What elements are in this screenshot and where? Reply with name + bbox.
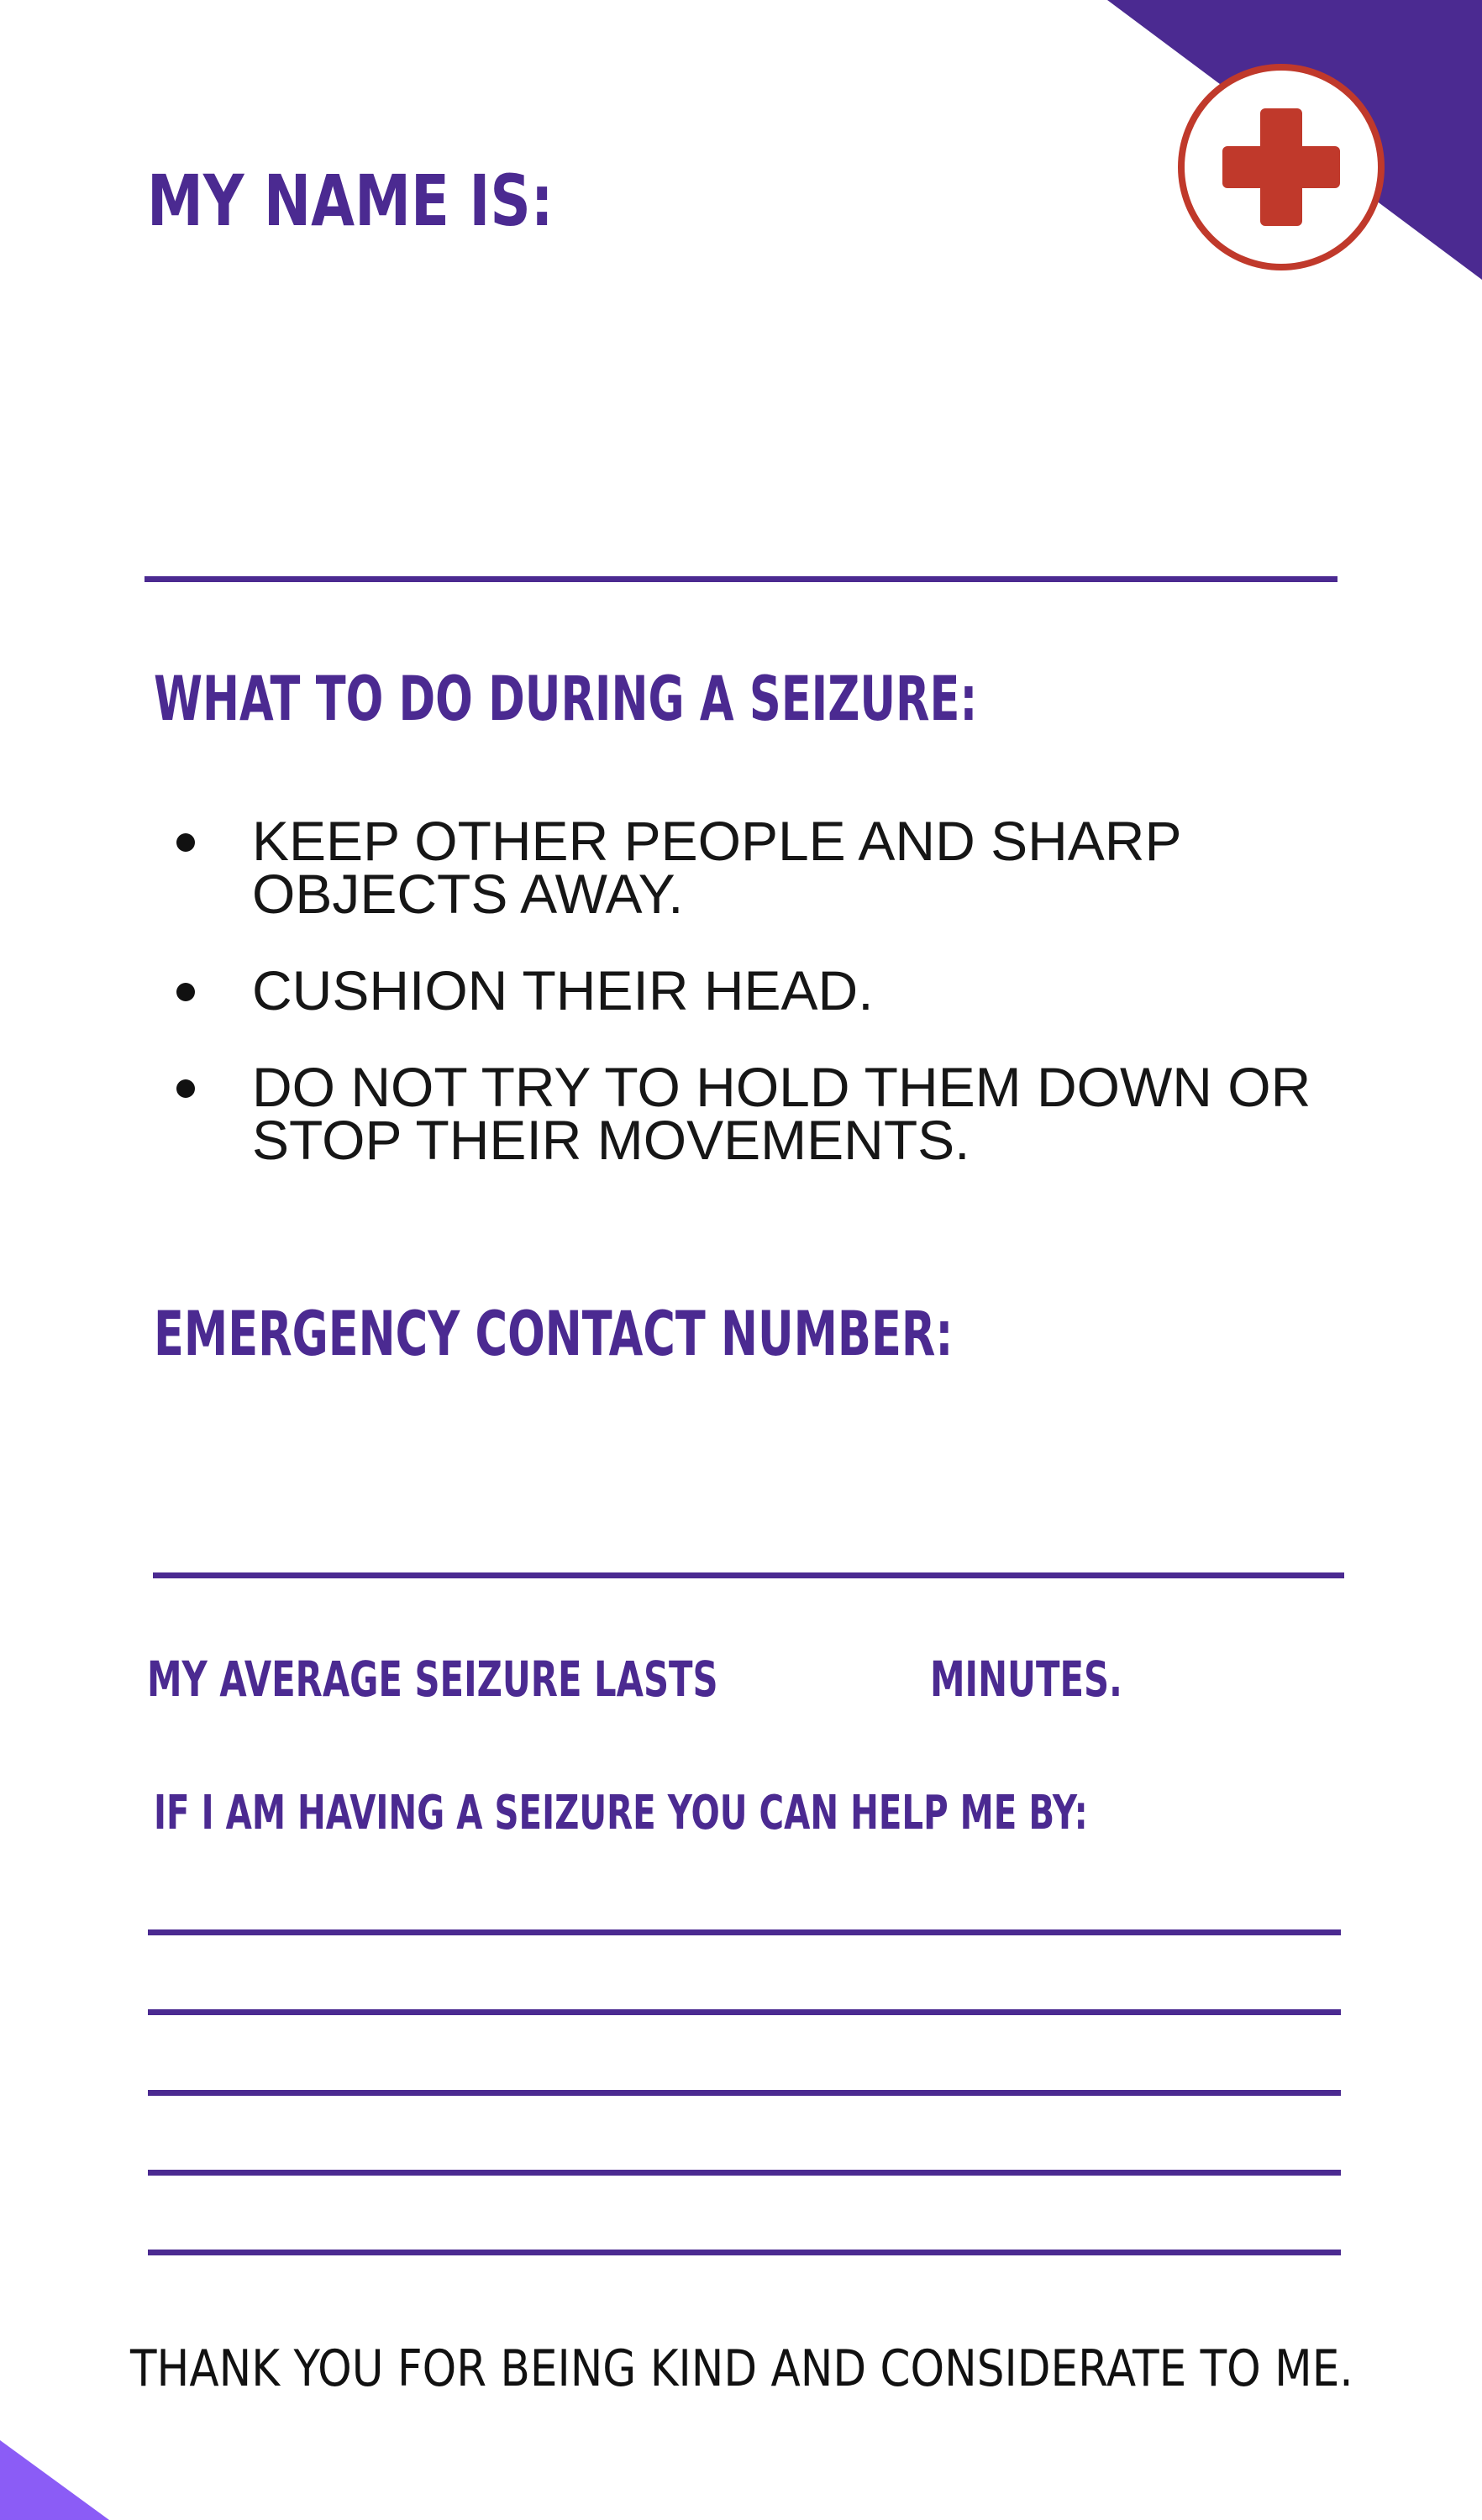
- step-text: DO NOT TRY TO HOLD THEM DOWN OR STOP THEIR MOVEMENTS.: [252, 1056, 1311, 1171]
- help-line-4[interactable]: [148, 2170, 1341, 2176]
- contact-line[interactable]: [153, 1572, 1344, 1578]
- help-line-3[interactable]: [148, 2090, 1341, 2096]
- name-line[interactable]: [145, 576, 1337, 582]
- average-prefix: MY AVERAGE SEIZURE LASTS: [147, 1651, 718, 1708]
- help-heading: IF I AM HAVING A SEIZURE YOU CAN HELP ME BY:: [154, 1786, 1088, 1840]
- help-line-5[interactable]: [148, 2250, 1341, 2255]
- contact-heading: EMERGENCY CONTACT NUMBER:: [154, 1299, 954, 1370]
- bullet-dot-icon: [176, 833, 195, 852]
- average-suffix: MINUTES.: [930, 1651, 1122, 1708]
- seizure-heading: WHAT TO DO DURING A SEIZURE:: [154, 664, 978, 735]
- list-item: [168, 810, 1327, 925]
- help-line-2[interactable]: [148, 2009, 1341, 2015]
- bottom-left-triangle: [0, 2440, 109, 2520]
- medical-cross-icon: [1176, 62, 1386, 272]
- seizure-steps-list: [168, 810, 1327, 1210]
- step-text: CUSHION THEIR HEAD.: [252, 959, 874, 1021]
- name-heading: MY NAME IS:: [147, 160, 554, 242]
- list-item: [168, 959, 1327, 1021]
- list-item: [168, 1056, 1327, 1171]
- bullet-dot-icon: [176, 983, 195, 1001]
- thank-you-text: THANK YOU FOR BEING KIND AND CONSIDERATE TO ME.: [130, 2339, 1353, 2398]
- help-line-1[interactable]: [148, 1929, 1341, 1935]
- step-text: KEEP OTHER PEOPLE AND SHARP OBJECTS AWAY.: [252, 810, 1181, 925]
- bullet-dot-icon: [176, 1079, 195, 1098]
